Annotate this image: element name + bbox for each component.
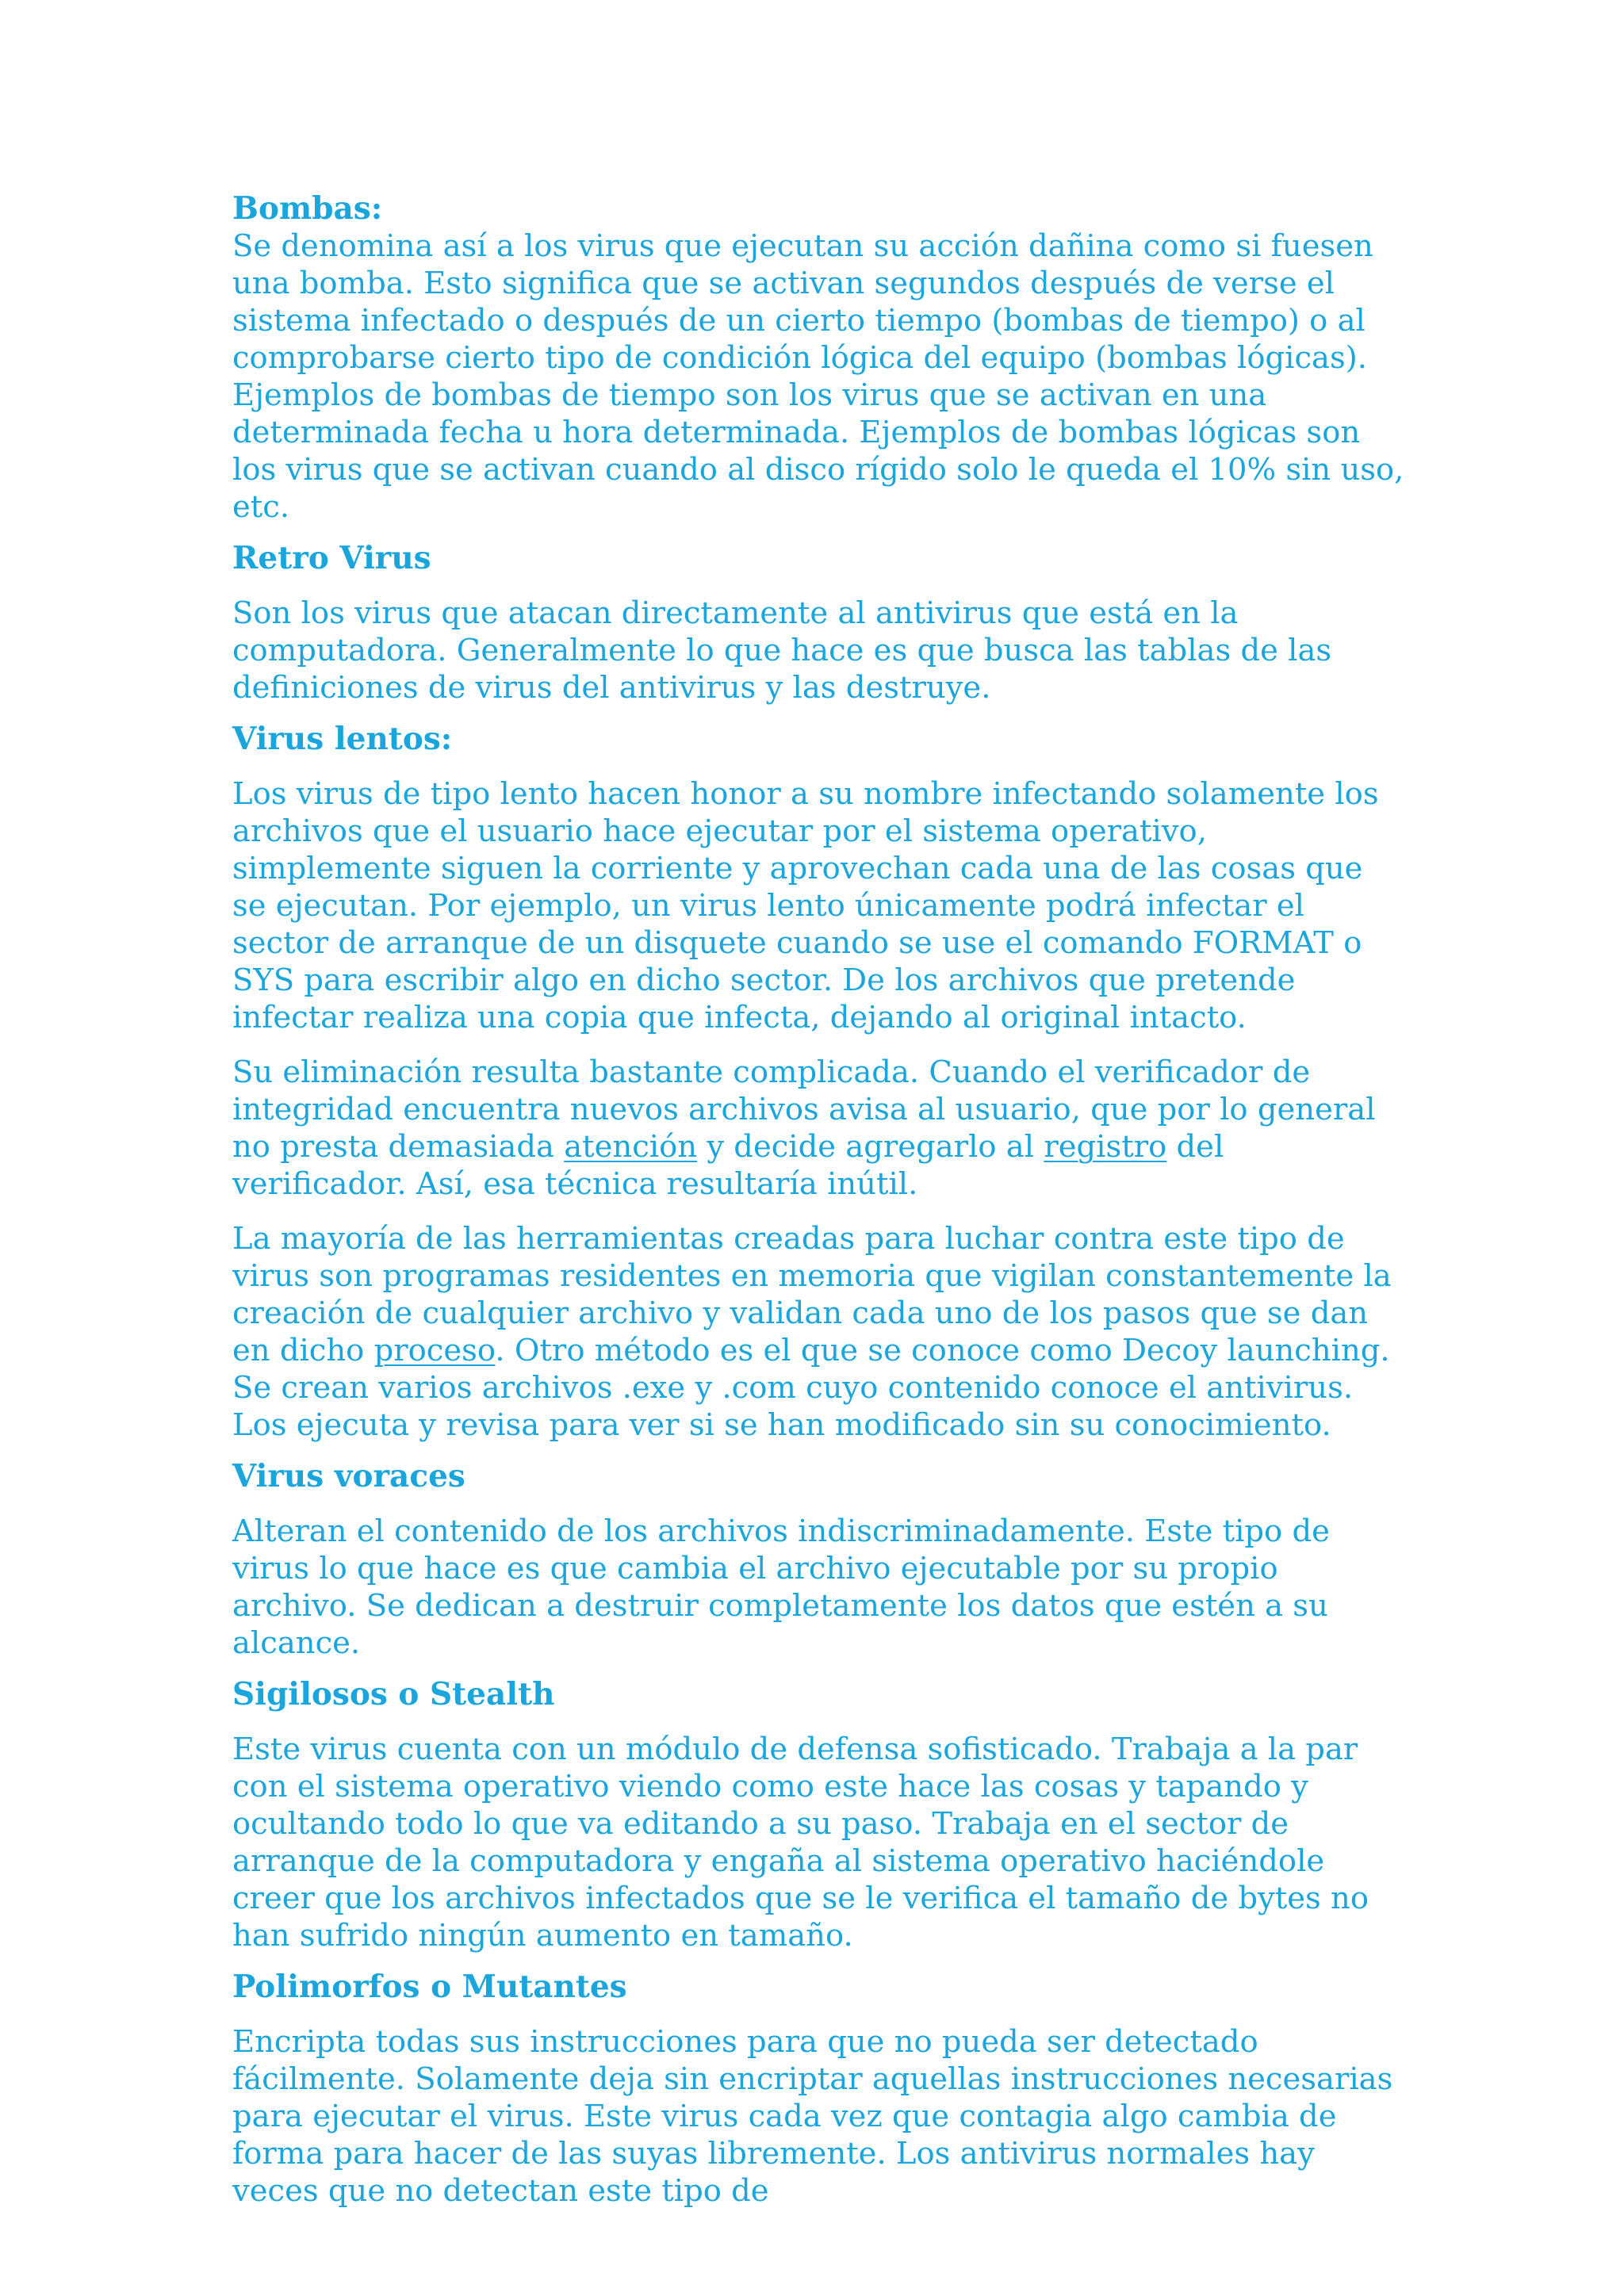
document-page — [232, 190, 1406, 2210]
section-body-polimorfos: Encripta todas sus instrucciones para que no pueda ser detectado fácilmente. Solamente deja sin encriptar aquellas instrucciones necesarias para ejecutar el virus. Este virus cada vez que contagia algo cambia de forma para hacer de las suyas libremente. Los antivirus normales hay veces que no detectan este tipo de — [232, 2024, 1393, 2209]
link-atencion[interactable]: atención — [564, 1129, 698, 1165]
section-body-virus-voraces: Alteran el contenido de los archivos indiscriminadamente. Este tipo de virus lo que hace es que cambia el archivo ejecutable por su propio archivo. Se dedican a destruir completamente los datos que estén a su alcance. — [232, 1513, 1330, 1661]
section-heading-sigilosos: Sigilosos o Stealth — [232, 1676, 555, 1712]
text-span: La mayoría de las herramientas creadas para luchar contra este tipo de virus son programas residentes en memoria que vigilan constantemente la creación de cualquier archivo y validan cada uno de los pasos que se dan en dicho — [232, 1221, 1392, 1368]
text-span: y decide agregarlo al — [697, 1129, 1044, 1165]
section-body-virus-lentos-1: Los virus de tipo lento hacen honor a su nombre infectando solamente los archivos que el usuario hace ejecutar por el sistema operativo, simplemente siguen la corriente y aprovechan cada una de las cosas que se ejecutan. Por ejemplo, un virus lento únicamente podrá infectar el sector de arranque de un disquete cuando se use el comando FORMAT o SYS para escribir algo en dicho sector. De los archivos que pretende infectar realiza una copia que infecta, dejando al original intacto. — [232, 776, 1379, 1035]
section-body-virus-lentos-3 — [232, 1220, 1406, 1444]
section-body-sigilosos: Este virus cuenta con un módulo de defensa sofisticado. Trabaja a la par con el sistema operativo viendo como este hace las cosas y tapando y ocultando todo lo que va editando a su paso. Trabaja en el sector de arranque de la computadora y engaña al sistema operativo haciéndole creer que los archivos infectados que se le verifica el tamaño de bytes no han sufrido ningún aumento en tamaño. — [232, 1732, 1369, 1954]
section-heading-virus-lentos: Virus lentos: — [232, 721, 453, 757]
section-body-bombas: Se denomina así a los virus que ejecutan su acción dañina como si fuesen una bomba. Esto significa que se activan segundos después de verse el sistema infectado o después de un cierto tiempo (bombas de tiempo) o al comprobarse cierto tipo de condición lógica del equipo (bombas lógicas). Ejemplos de bombas de tiempo son los virus que se activan en una determinada fecha u hora determinada. Ejemplos de bombas lógicas son los virus que se activan cuando al disco rígido solo le queda el 10% sin uso, etc. — [232, 228, 1404, 525]
section-body-retro-virus: Son los virus que atacan directamente al antivirus que está en la computadora. Generalmente lo que hace es que busca las tablas de las definiciones de virus del antivirus y las destruye. — [232, 595, 1332, 706]
section-heading-virus-voraces: Virus voraces — [232, 1458, 465, 1494]
text-span: . Otro método es el que se conoce como Decoy launching. Se crean varios archivos .exe y .com cuyo contenido conoce el antivirus. Los ejecuta y revisa para ver si se han modificado sin su conocimiento. — [232, 1333, 1390, 1443]
section-heading-polimorfos: Polimorfos o Mutantes — [232, 1969, 627, 2005]
text-span: Su eliminación resulta bastante complicada. Cuando el verificador de integridad encuentra nuevos archivos avisa al usuario, que por lo general no presta demasiada — [232, 1054, 1376, 1165]
text-span: del verificador. Así, esa técnica resultaría inútil. — [232, 1129, 1224, 1202]
link-proceso[interactable]: proceso — [373, 1333, 496, 1368]
section-heading-bombas: Bombas: — [232, 190, 383, 227]
link-registro[interactable]: registro — [1044, 1129, 1167, 1165]
section-body-virus-lentos-2 — [232, 1054, 1406, 1203]
section-heading-retro-virus: Retro Virus — [232, 540, 431, 576]
